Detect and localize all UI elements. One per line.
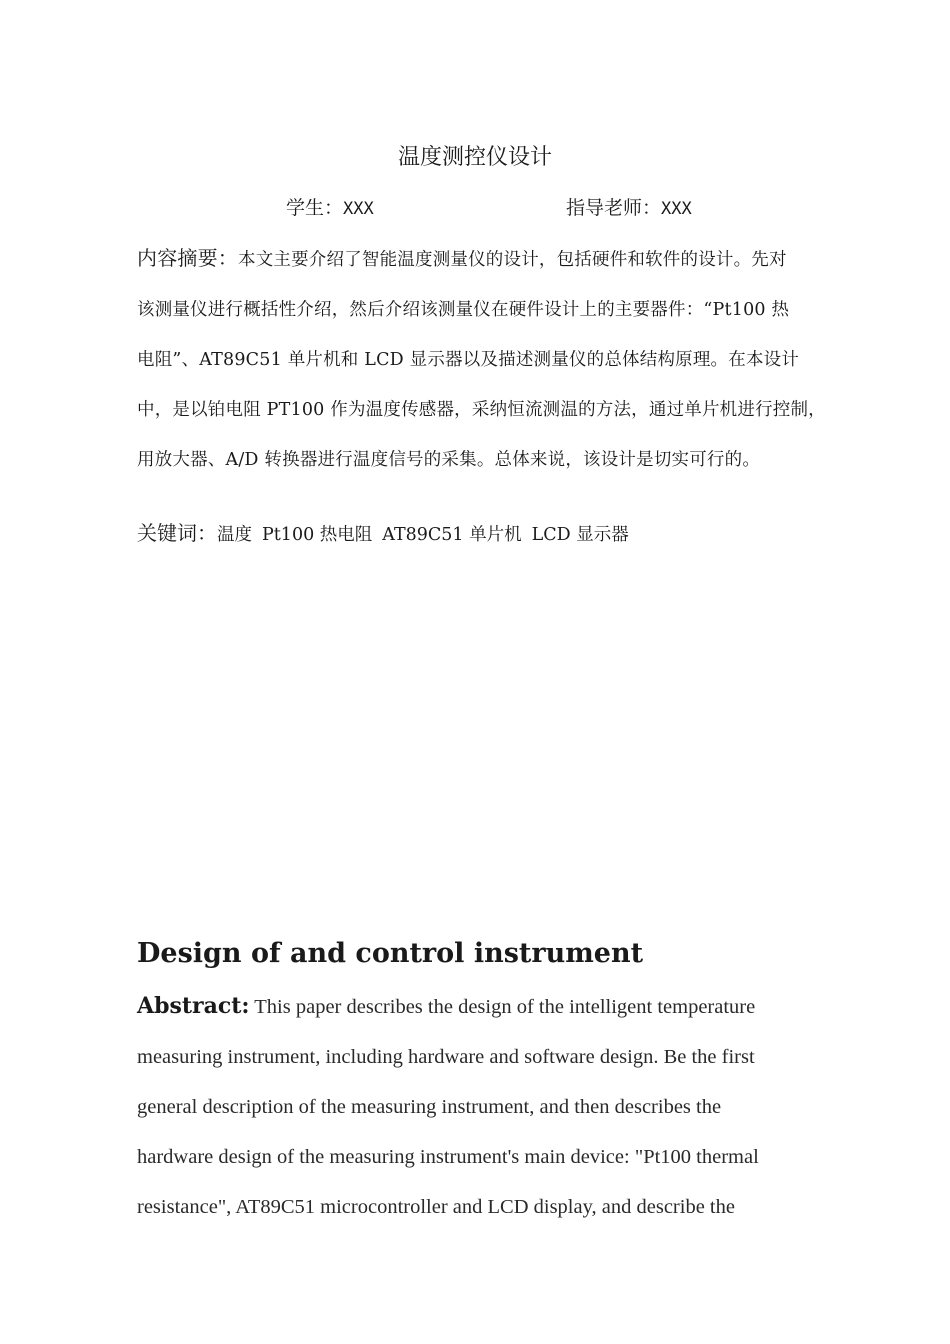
abstract-line: general description of the measuring instrument, and then describes the xyxy=(137,1096,722,1118)
advisor-info xyxy=(566,192,692,225)
english-abstract xyxy=(137,981,867,1232)
chinese-abstract xyxy=(137,233,867,485)
abstract-line-text: 本文主要介绍了智能温度测量仪的设计，包括硬件和软件的设计。先对 xyxy=(238,250,787,270)
student-info xyxy=(286,192,374,225)
keyword-item: AT89C51 单片机 xyxy=(382,525,522,545)
abstract-line: hardware design of the measuring instrument's main device: "Pt100 thermal xyxy=(137,1146,759,1168)
author-row xyxy=(0,192,950,224)
abstract-line: 电阻”、AT89C51 单片机和 LCD 显示器以及描述测量仪的总体结构原理。在本设计 xyxy=(137,350,800,370)
keyword-item: Pt100 热电阻 xyxy=(262,525,373,545)
abstract-line-text: This paper describes the design of the intelligent temperature xyxy=(249,996,756,1018)
chinese-abstract-heading: 内容摘要： xyxy=(137,246,238,270)
abstract-line: measuring instrument, including hardware and software design. Be the first xyxy=(137,1046,755,1068)
abstract-line: resistance", AT89C51 microcontroller and LCD display, and describe the xyxy=(137,1196,735,1218)
advisor-name: XXX xyxy=(661,199,692,219)
student-name: XXX xyxy=(343,199,374,219)
abstract-line: 用放大器、A/D 转换器进行温度信号的采集。总体来说，该设计是切实可行的。 xyxy=(137,450,761,470)
abstract-line xyxy=(137,981,867,1032)
advisor-label: 指导老师： xyxy=(566,197,662,219)
student-label: 学生： xyxy=(286,197,344,219)
keyword-item: LCD 显示器 xyxy=(531,525,629,545)
keywords-heading: 关键词： xyxy=(137,521,217,545)
abstract-line: 中，是以铂电阻 PT100 作为温度传感器，采纳恒流测温的方法，通过单片机进行控制， xyxy=(137,400,826,420)
chinese-keywords xyxy=(137,508,867,560)
abstract-line xyxy=(137,233,867,285)
document-title: 温度测控仪设计 xyxy=(397,145,552,170)
keyword-item: 温度 xyxy=(217,525,252,545)
abstract-line: 该测量仪进行概括性介绍，然后介绍该测量仪在硬件设计上的主要器件：“Pt100 热 xyxy=(137,300,790,320)
english-title: Design of and control instrument xyxy=(137,938,644,969)
english-abstract-heading: Abstract: xyxy=(137,993,250,1019)
